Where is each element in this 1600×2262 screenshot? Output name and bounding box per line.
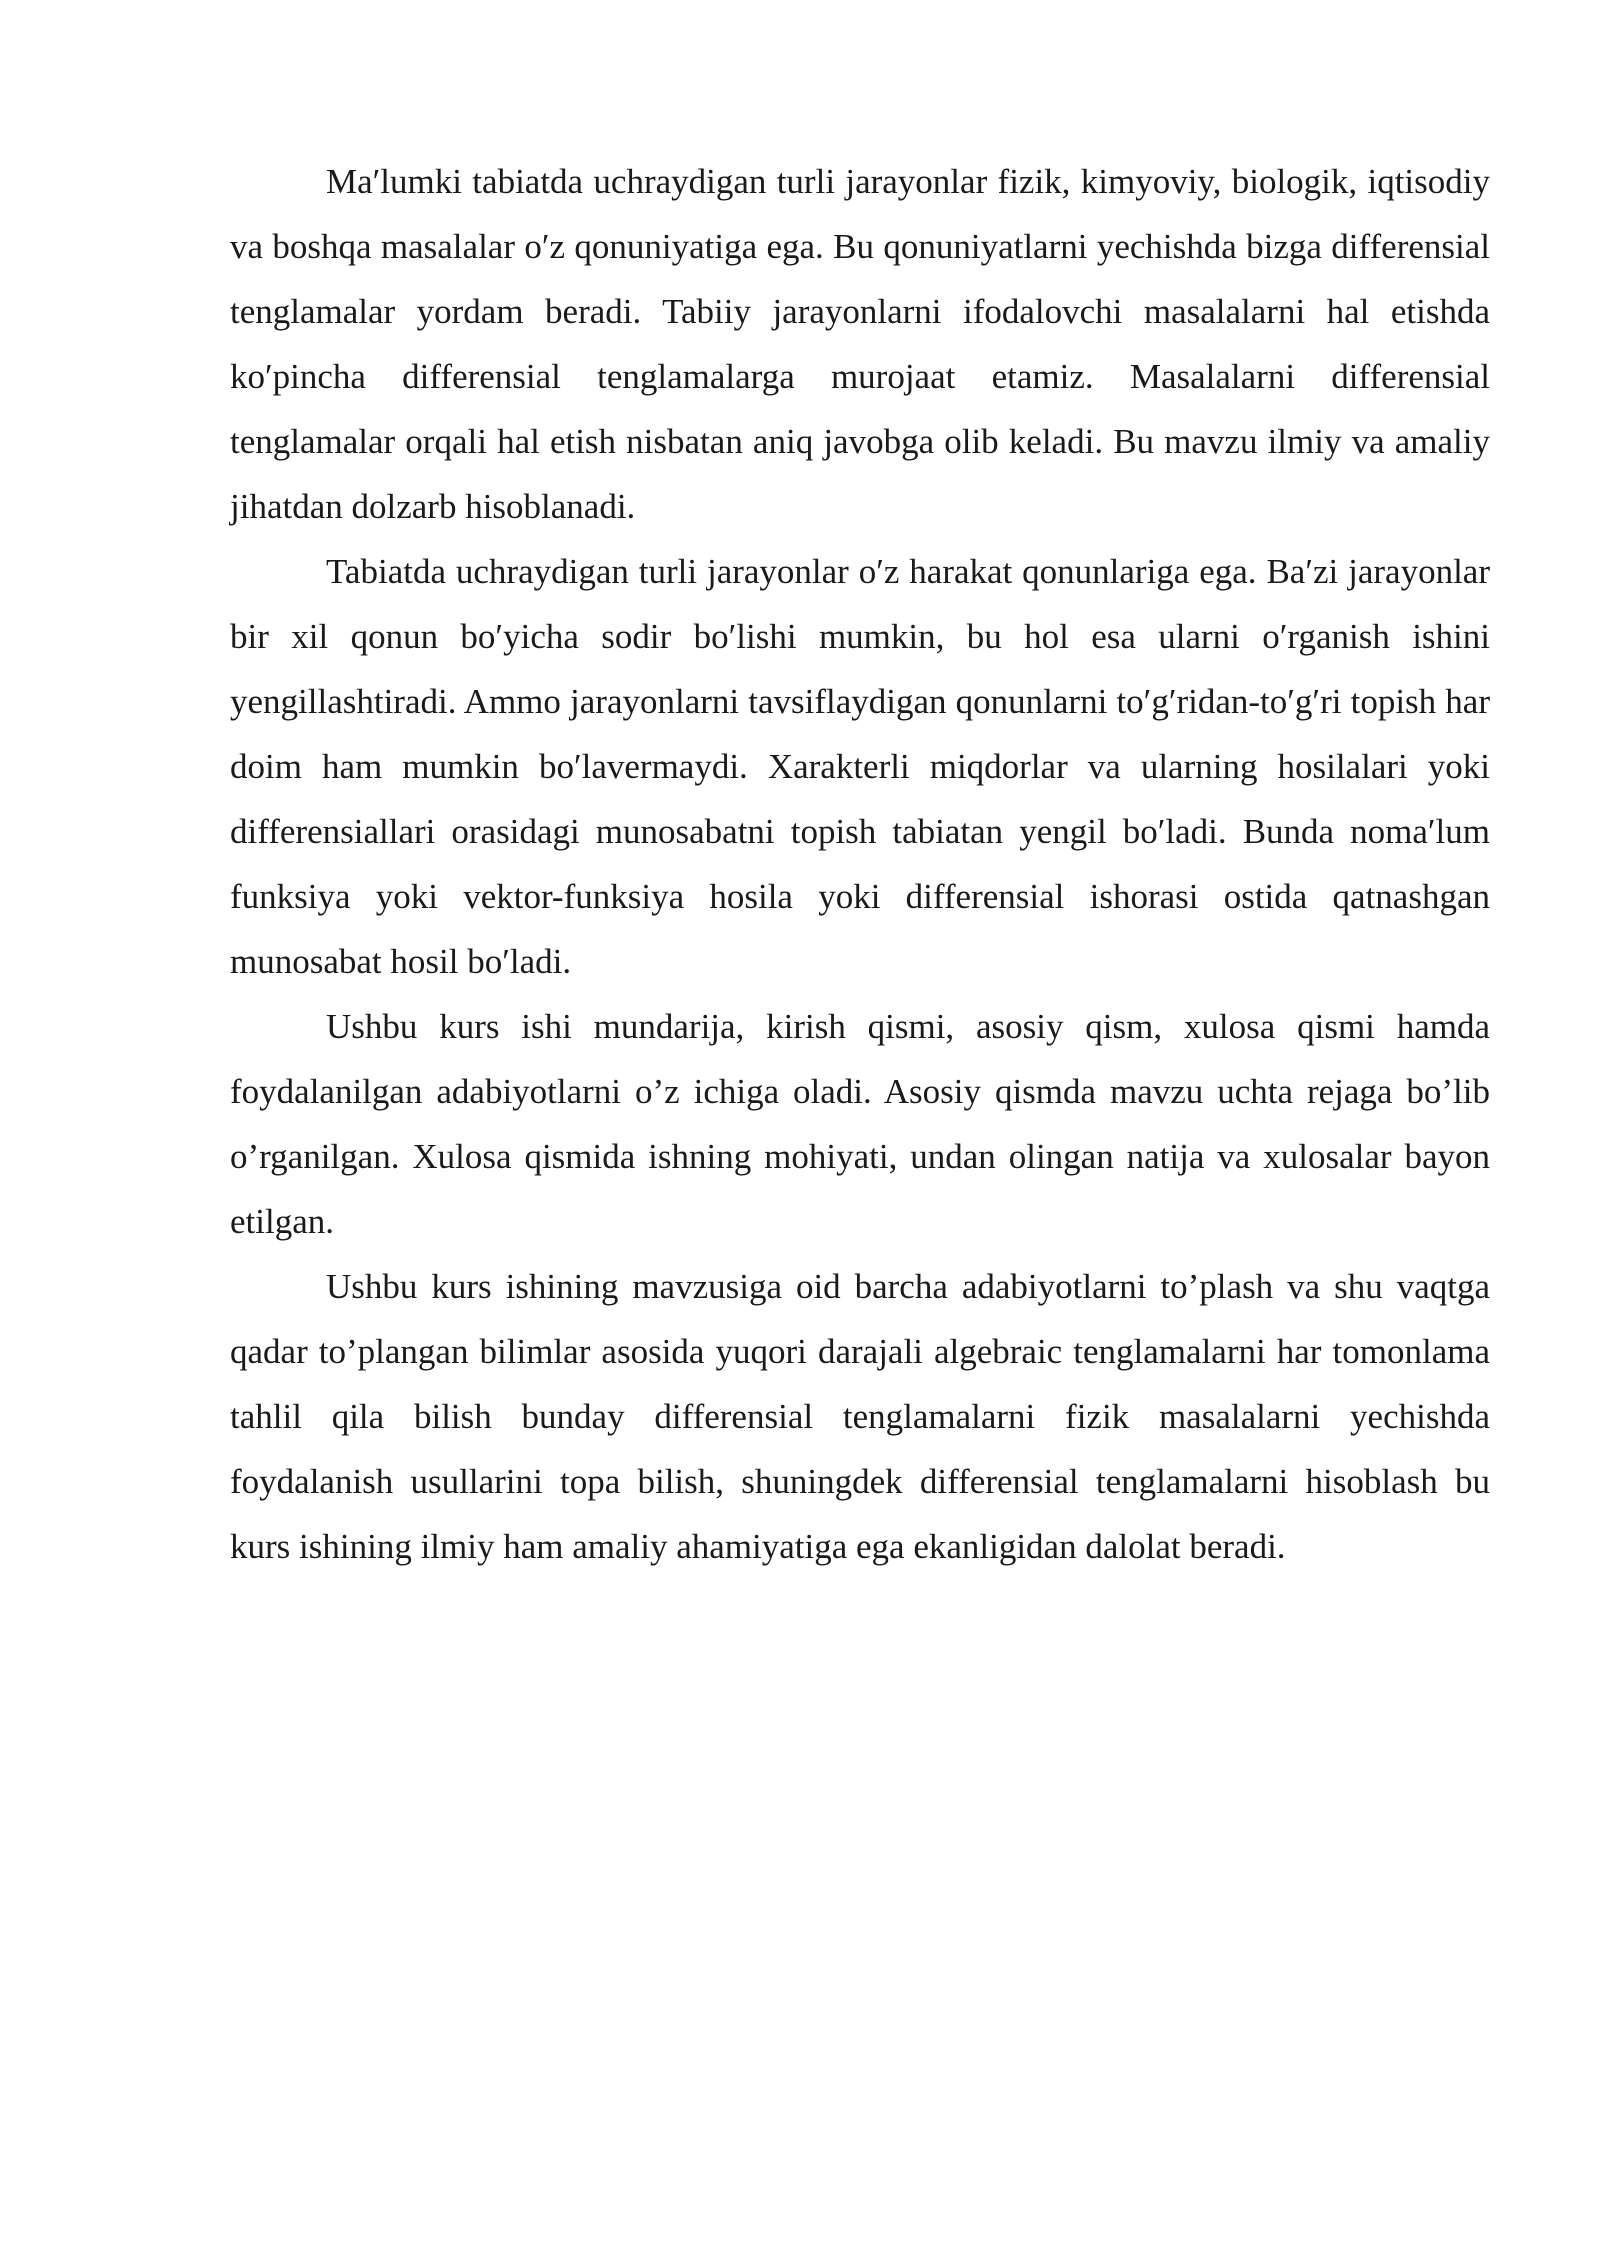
paragraph-2: Tabiatda uchraydigan turli jarayonlar o′z harakat qonunlariga ega. Ba′zi jarayonlar bir xil qonun bo′yicha sodir bo′lishi mumkin, bu hol esa ularni o′rganish ishini yengillashtiradi. Ammo jarayonlarni tavsiflaydigan qonunlarni to′g′ridan-to′g′ri topish har doim ham mumkin bo′lavermaydi. Xarakterli miqdorlar va ularning hosilalari yoki differensiallari orasidagi munosabatni topish tabiatan yengil bo′ladi. Bunda noma′lum funksiya yoki vektor-funksiya hosila yoki differensial ishorasi ostida qatnashgan munosabat hosil bo′ladi. [230, 552, 1490, 981]
paragraph-4: Ushbu kurs ishining mavzusiga oid barcha adabiyotlarni to’plash va shu vaqtga qadar to’plangan bilimlar asosida yuqori darajali algebraic tenglamalarni har tomonlama tahlil qila bilish bunday differensial tenglamalarni fizik masalalarni yechishda foydalanish usullarini topa bilish, shuningdek differensial tenglamalarni hisoblash bu kurs ishining ilmiy ham amaliy ahamiyatiga ega ekanligidan dalolat beradi. [230, 1267, 1490, 1566]
document-body [230, 149, 1490, 1579]
paragraph-3: Ushbu kurs ishi mundarija, kirish qismi, asosiy qism, xulosa qismi hamda foydalanilgan adabiyotlarni o’z ichiga oladi. Asosiy qismda mavzu uchta rejaga bo’lib o’rganilgan. Xulosa qismida ishning mohiyati, undan olingan natija va xulosalar bayon etilgan. [230, 1007, 1490, 1241]
paragraph-1: Ma′lumki tabiatda uchraydigan turli jarayonlar fizik, kimyoviy, biologik, iqtisodiy va boshqa masalalar o′z qonuniyatiga ega. Bu qonuniyatlarni yechishda bizga differensial tenglamalar yordam beradi. Tabiiy jarayonlarni ifodalovchi masalalarni hal etishda ko′pincha differensial tenglamalarga murojaat etamiz. Masalalarni differensial tenglamalar orqali hal etish nisbatan aniq javobga olib keladi. Bu mavzu ilmiy va amaliy jihatdan dolzarb hisoblanadi. [230, 162, 1490, 526]
